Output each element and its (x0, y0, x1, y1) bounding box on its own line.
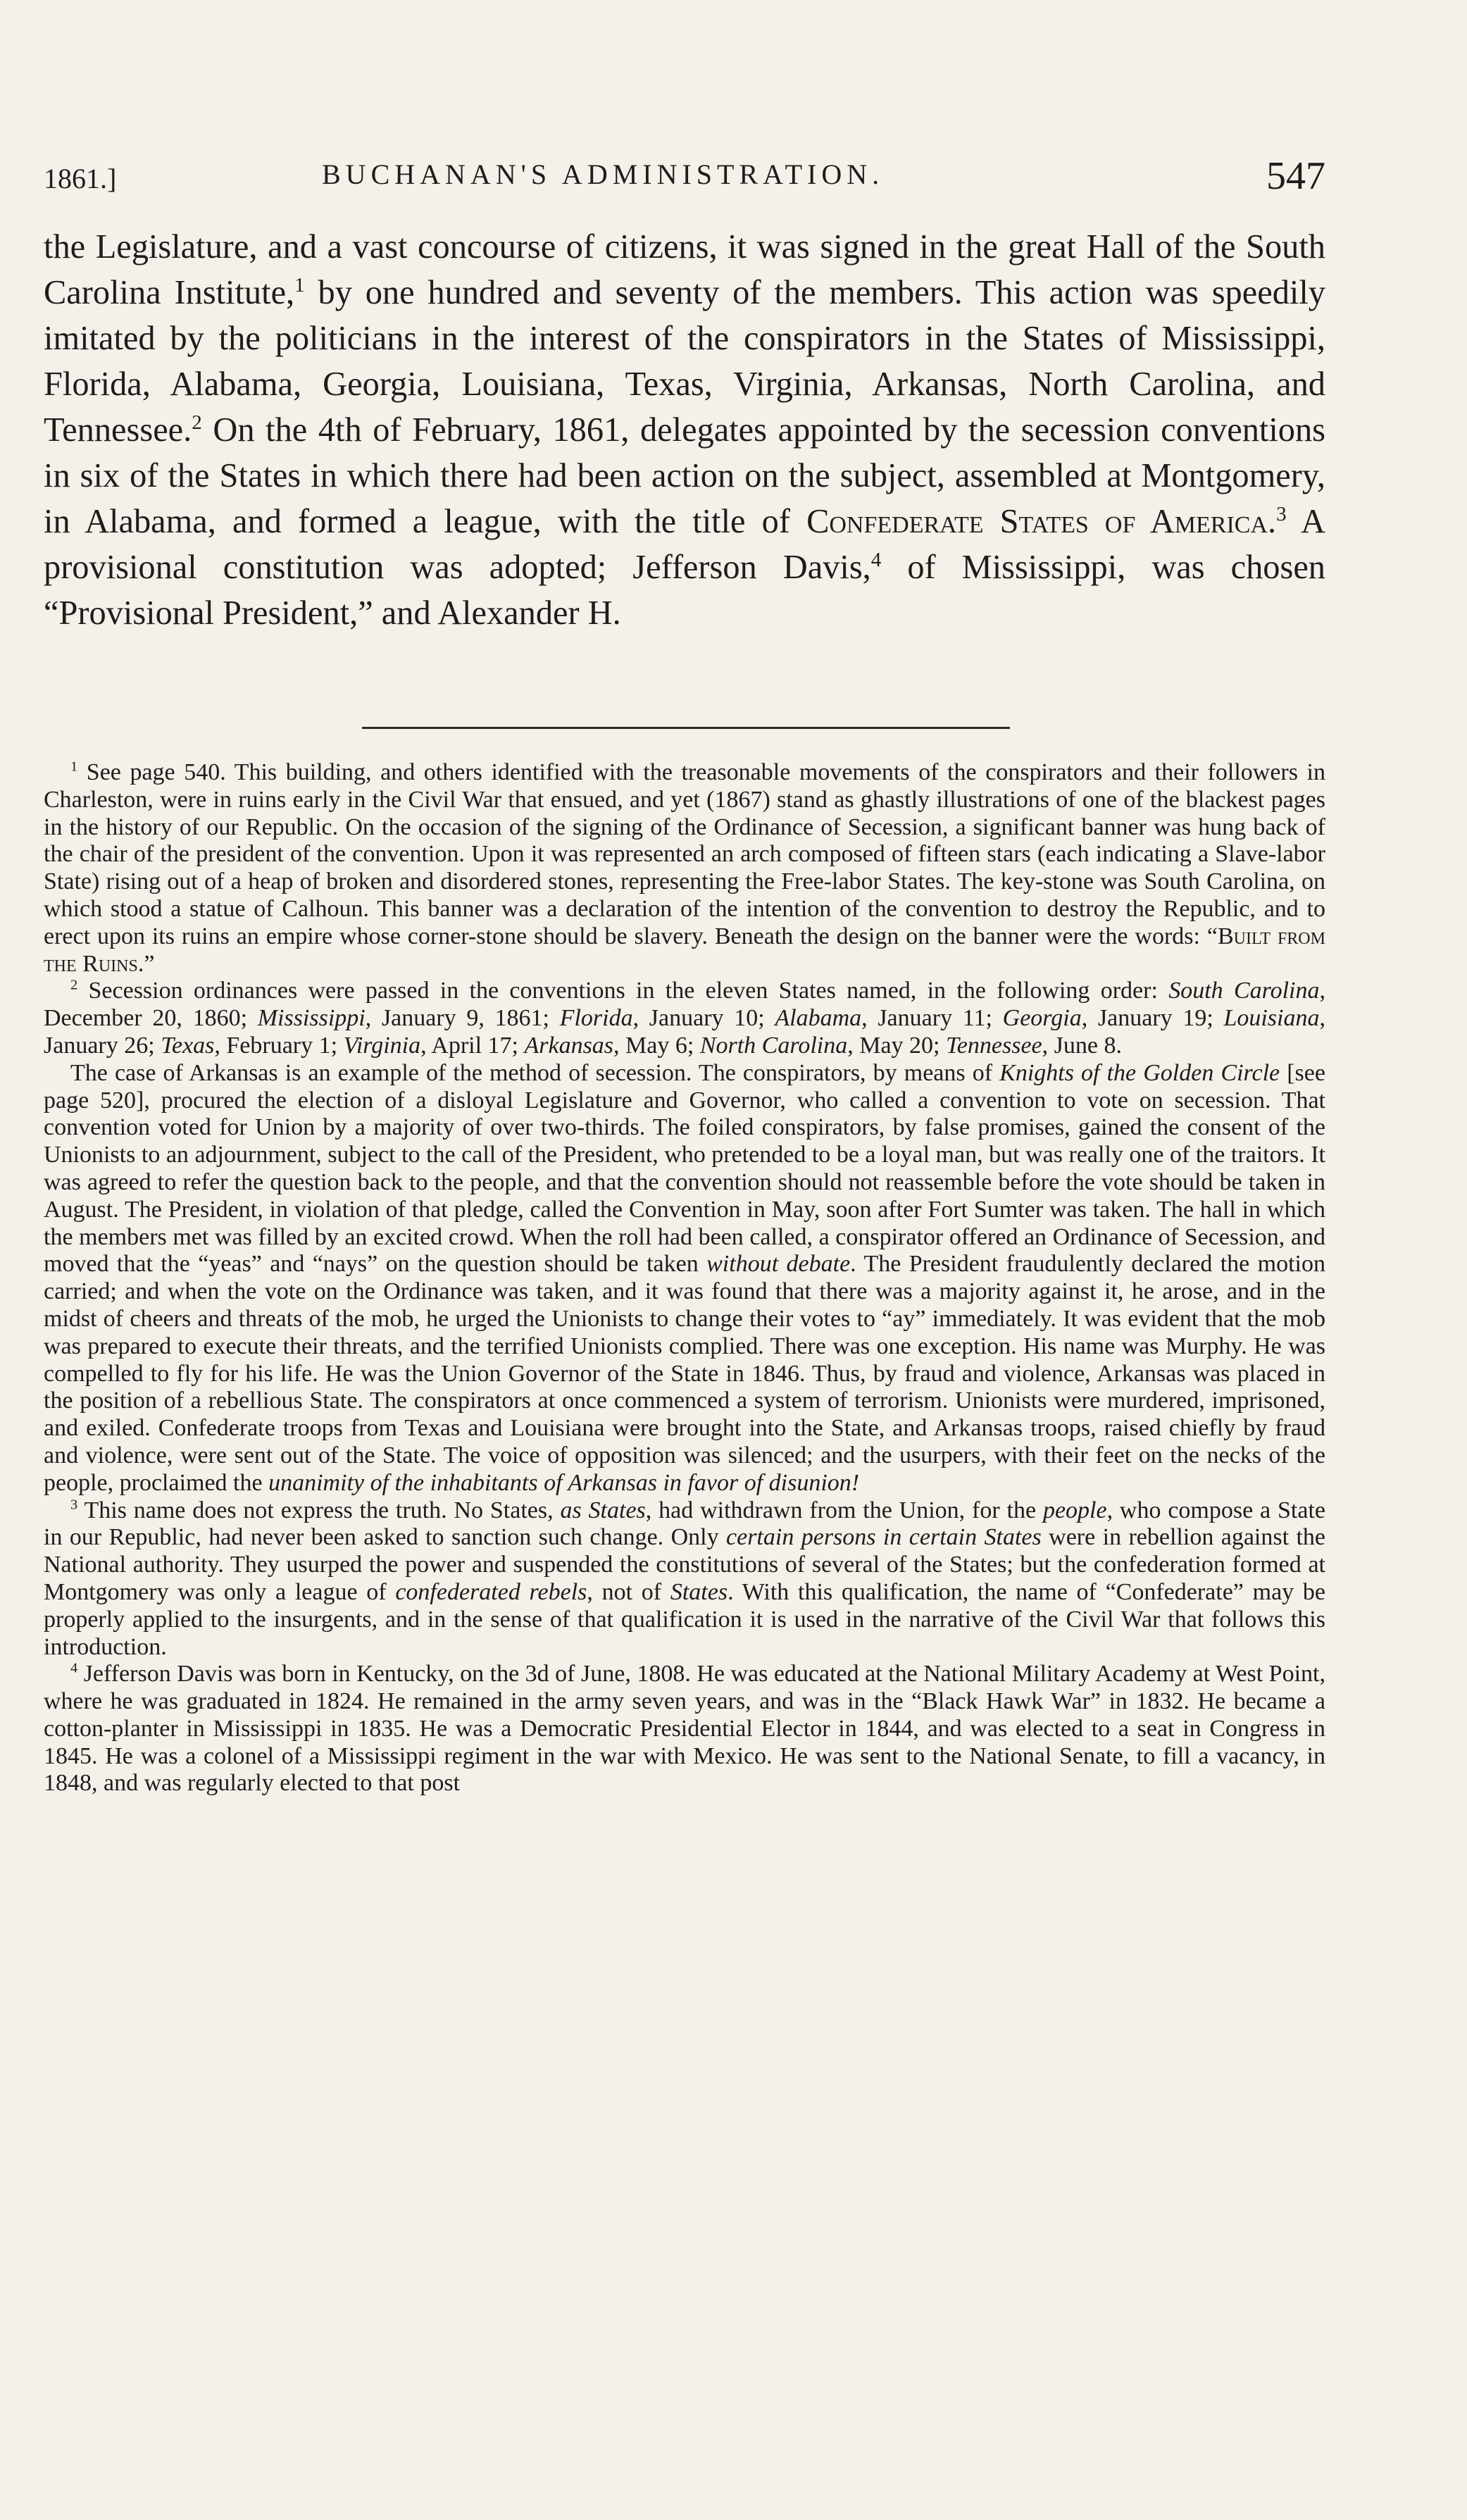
arkansas-text-a: The case of Arkansas is an example of the method of secession. The conspirators, by means of (70, 1059, 1000, 1086)
footnote-divider (362, 727, 1010, 729)
footnote-1 (44, 759, 1325, 978)
footnote-marker-1: 1 (70, 759, 78, 775)
footnote-1-end: .” (137, 950, 155, 977)
fn3-text-f: . With this qualification, the name of “Confederate” may be properly applied to the insurgents, and in the sense of that qualification it is used in the narrative of the Civil War that follows this introduction. (44, 1578, 1325, 1660)
state-name: Alabama (775, 1005, 862, 1032)
state-name: Georgia (1002, 1005, 1082, 1032)
footnote-2-arkansas (44, 1060, 1325, 1497)
secession-date: , January 9, 1861; (365, 1005, 560, 1032)
footnote-4 (44, 1661, 1325, 1797)
arkansas-italic-c: unanimity of the inhabitants of Arkansas in favor of disunion! (268, 1469, 860, 1496)
secession-date: , February 1; (214, 1032, 344, 1059)
footnote-marker-4: 4 (70, 1660, 78, 1676)
running-head (44, 154, 1325, 203)
fn3-text-c: , who compose a State in our Republic, had never been asked to sanction such change. Only (44, 1497, 1325, 1551)
fn3-italic-e: States (670, 1578, 728, 1605)
fn3-text-d: were in rebellion against the National authority. They usurped the power and suspended the constitutions of several of the States; but the confederation formed at Montgomery was only a league of (44, 1524, 1325, 1605)
arkansas-italic-b: without debate (706, 1251, 851, 1278)
secession-date: , January 26; (44, 1005, 1325, 1059)
footnote-ref-4: 4 (870, 548, 882, 571)
fn3-italic-a: as States (560, 1497, 646, 1523)
secession-date: , January 10; (632, 1005, 775, 1032)
header-title: BUCHANAN'S ADMINISTRATION. (322, 158, 885, 190)
confederacy-name: Confederate States of America. (806, 503, 1277, 540)
main-text-3: On the 4th of February, 1861, delegates appointed by the secession conventions in six of the States in which there had been action on the subject, assembled at Montgomery, in Alabama, and formed a league, with the title of (44, 411, 1325, 540)
state-name: Virginia (343, 1032, 421, 1059)
main-text-5: of Mississippi, was chosen “Provisional President,” and Alexander H. (44, 549, 1325, 632)
state-name: Florida (559, 1005, 633, 1032)
state-name: North Carolina (699, 1032, 848, 1059)
footnote-1-text: See page 540. This building, and others identified with the treasonable movements of the conspirators and their followers in Charleston, were in ruins early in the Civil War that ensued, and yet (1867) stand as ghastly illustrations of one of the blackest pages in the history of our Republic. On the occasion of the signing of the Ordinance of Secession, a significant banner was hung back of the chair of the president of the convention. Upon it was represented an arch composed of fifteen stars (each indicating a Slave-labor State) rising out of a heap of broken and disordered stones, representing the Free-labor States. The key-stone was South Carolina, on which stood a statue of Calhoun. This banner was a declaration of the intention of the convention to destroy the Republic, and to erect upon its ruins an empire whose corner-stone should be slavery. Beneath the design on the banner were the words: “ (44, 759, 1325, 949)
page-number: 547 (1266, 154, 1325, 198)
header-year: 1861.] (44, 163, 117, 194)
secession-date: , January 11; (861, 1005, 1003, 1032)
fn3-text-b: , had withdrawn from the Union, for the (645, 1497, 1043, 1523)
footnotes (44, 759, 1325, 1797)
footnote-ref-3: 3 (1276, 502, 1287, 525)
fn3-text-a: This name does not express the truth. No States, (77, 1497, 561, 1523)
state-name: Mississippi (257, 1005, 366, 1032)
footnote-4-text: Jefferson Davis was born in Kentucky, on the 3d of June, 1808. He was educated at the National Military Academy at West Point, where he was graduated in 1824. He remained in the army seven years, and was in the “Black Hawk War” in 1832. He became a cotton-planter in Mississippi in 1835. He was a Democratic Presidential Elector in 1844, and was elected to a seat in Congress in 1845. He was a colonel of a Mississippi regiment in the war with Mexico. He was sent to the National Senate, to fill a vacancy, in 1848, and was regularly elected to that post (44, 1661, 1325, 1797)
main-paragraph (44, 224, 1325, 636)
footnote-ref-2: 2 (192, 411, 202, 434)
arkansas-text-b: [see page 520], procured the election of a disloyal Legislature and Governor, who called a convention to vote on secession. That convention voted for Union by a majority of over two-thirds. The foiled conspirators, by false promises, gained the consent of the Unionists to an adjournment, subject to the call of the President, who pretended to be a loyal man, but was really one of the traitors. It was agreed to refer the question back to the people, and that the convention should not reassemble before the vote should be taken in August. The President, in violation of that pledge, called the Convention in May, soon after Fort Sumter was taken. The hall in which the members met was filled by an excited crowd. When the roll had been called, a conspirator offered an Ordinance of Secession, and moved that the “yeas” and “nays” on the question should be taken (44, 1059, 1325, 1278)
main-text-2: by one hundred and seventy of the members. This action was speedily imitated by the politicians in the interest of the conspirators in the States of Mississippi, Florida, Alabama, Georgia, Louisiana, Texas, Virginia, Arkansas, North Carolina, and Tennessee. (44, 274, 1325, 449)
state-name: Louisiana (1223, 1005, 1320, 1032)
footnote-2 (44, 978, 1325, 1059)
fn3-italic-c: certain persons in certain States (726, 1524, 1042, 1551)
footnote-3 (44, 1497, 1325, 1661)
fn3-italic-b: people (1042, 1497, 1107, 1523)
secession-date: , June 8. (1042, 1032, 1122, 1059)
footnote-ref-1: 1 (294, 273, 305, 297)
state-name: Arkansas (524, 1032, 614, 1059)
footnote-marker-2: 2 (70, 978, 78, 994)
state-name: Texas (161, 1032, 215, 1059)
secession-date: , December 20, 1860; (44, 978, 1325, 1032)
fn3-italic-d: confederated rebels (395, 1578, 587, 1605)
arkansas-text-c: . The President fraudulently declared the motion carried; and when the vote on the Ordinance was taken, and it was found that there was a majority against it, he arose, and in the midst of cheers and threats of the mob, he urged the Unionists to change their votes to “ay” immediately. It was evident that the mob was prepared to execute their threats, and the terrified Unionists complied. There was one exception. His name was Murphy. He was compelled to fly for his life. He was the Union Governor of the State in 1846. Thus, by fraud and violence, Arkansas was placed in the position of a rebellious State. The conspirators at once commenced a system of terrorism. Unionists were murdered, imprisoned, and exiled. Confederate troops from Texas and Louisiana were brought into the State, and Arkansas troops, raised chiefly by fraud and violence, were sent out of the State. The voice of opposition was silenced; and the usurpers, with their feet on the necks of the people, proclaimed the (44, 1251, 1325, 1496)
state-name: Tennessee (946, 1032, 1042, 1059)
fn3-text-e: , not of (587, 1578, 670, 1605)
arkansas-italic-a: Knights of the Golden Circle (999, 1059, 1280, 1086)
footnote-marker-3: 3 (70, 1497, 78, 1513)
book-page (44, 0, 1325, 2520)
footnote-2-intro: Secession ordinances were passed in the conventions in the eleven States named, in the following order: (77, 978, 1169, 1004)
secession-date: , January 19; (1081, 1005, 1224, 1032)
secession-date: , May 6; (613, 1032, 700, 1059)
secession-date: , April 17; (420, 1032, 525, 1059)
main-text-4: A provisional constitution was adopted; Jefferson Davis, (44, 503, 1326, 586)
footnote-1-banner-words: Built from the Ruins (44, 923, 1325, 977)
secession-date: , May 20; (847, 1032, 947, 1059)
main-text-1: the Legislature, and a vast concourse of citizens, it was signed in the great Hall of the South Carolina Institute, (44, 228, 1325, 311)
state-name: South Carolina (1168, 978, 1320, 1004)
